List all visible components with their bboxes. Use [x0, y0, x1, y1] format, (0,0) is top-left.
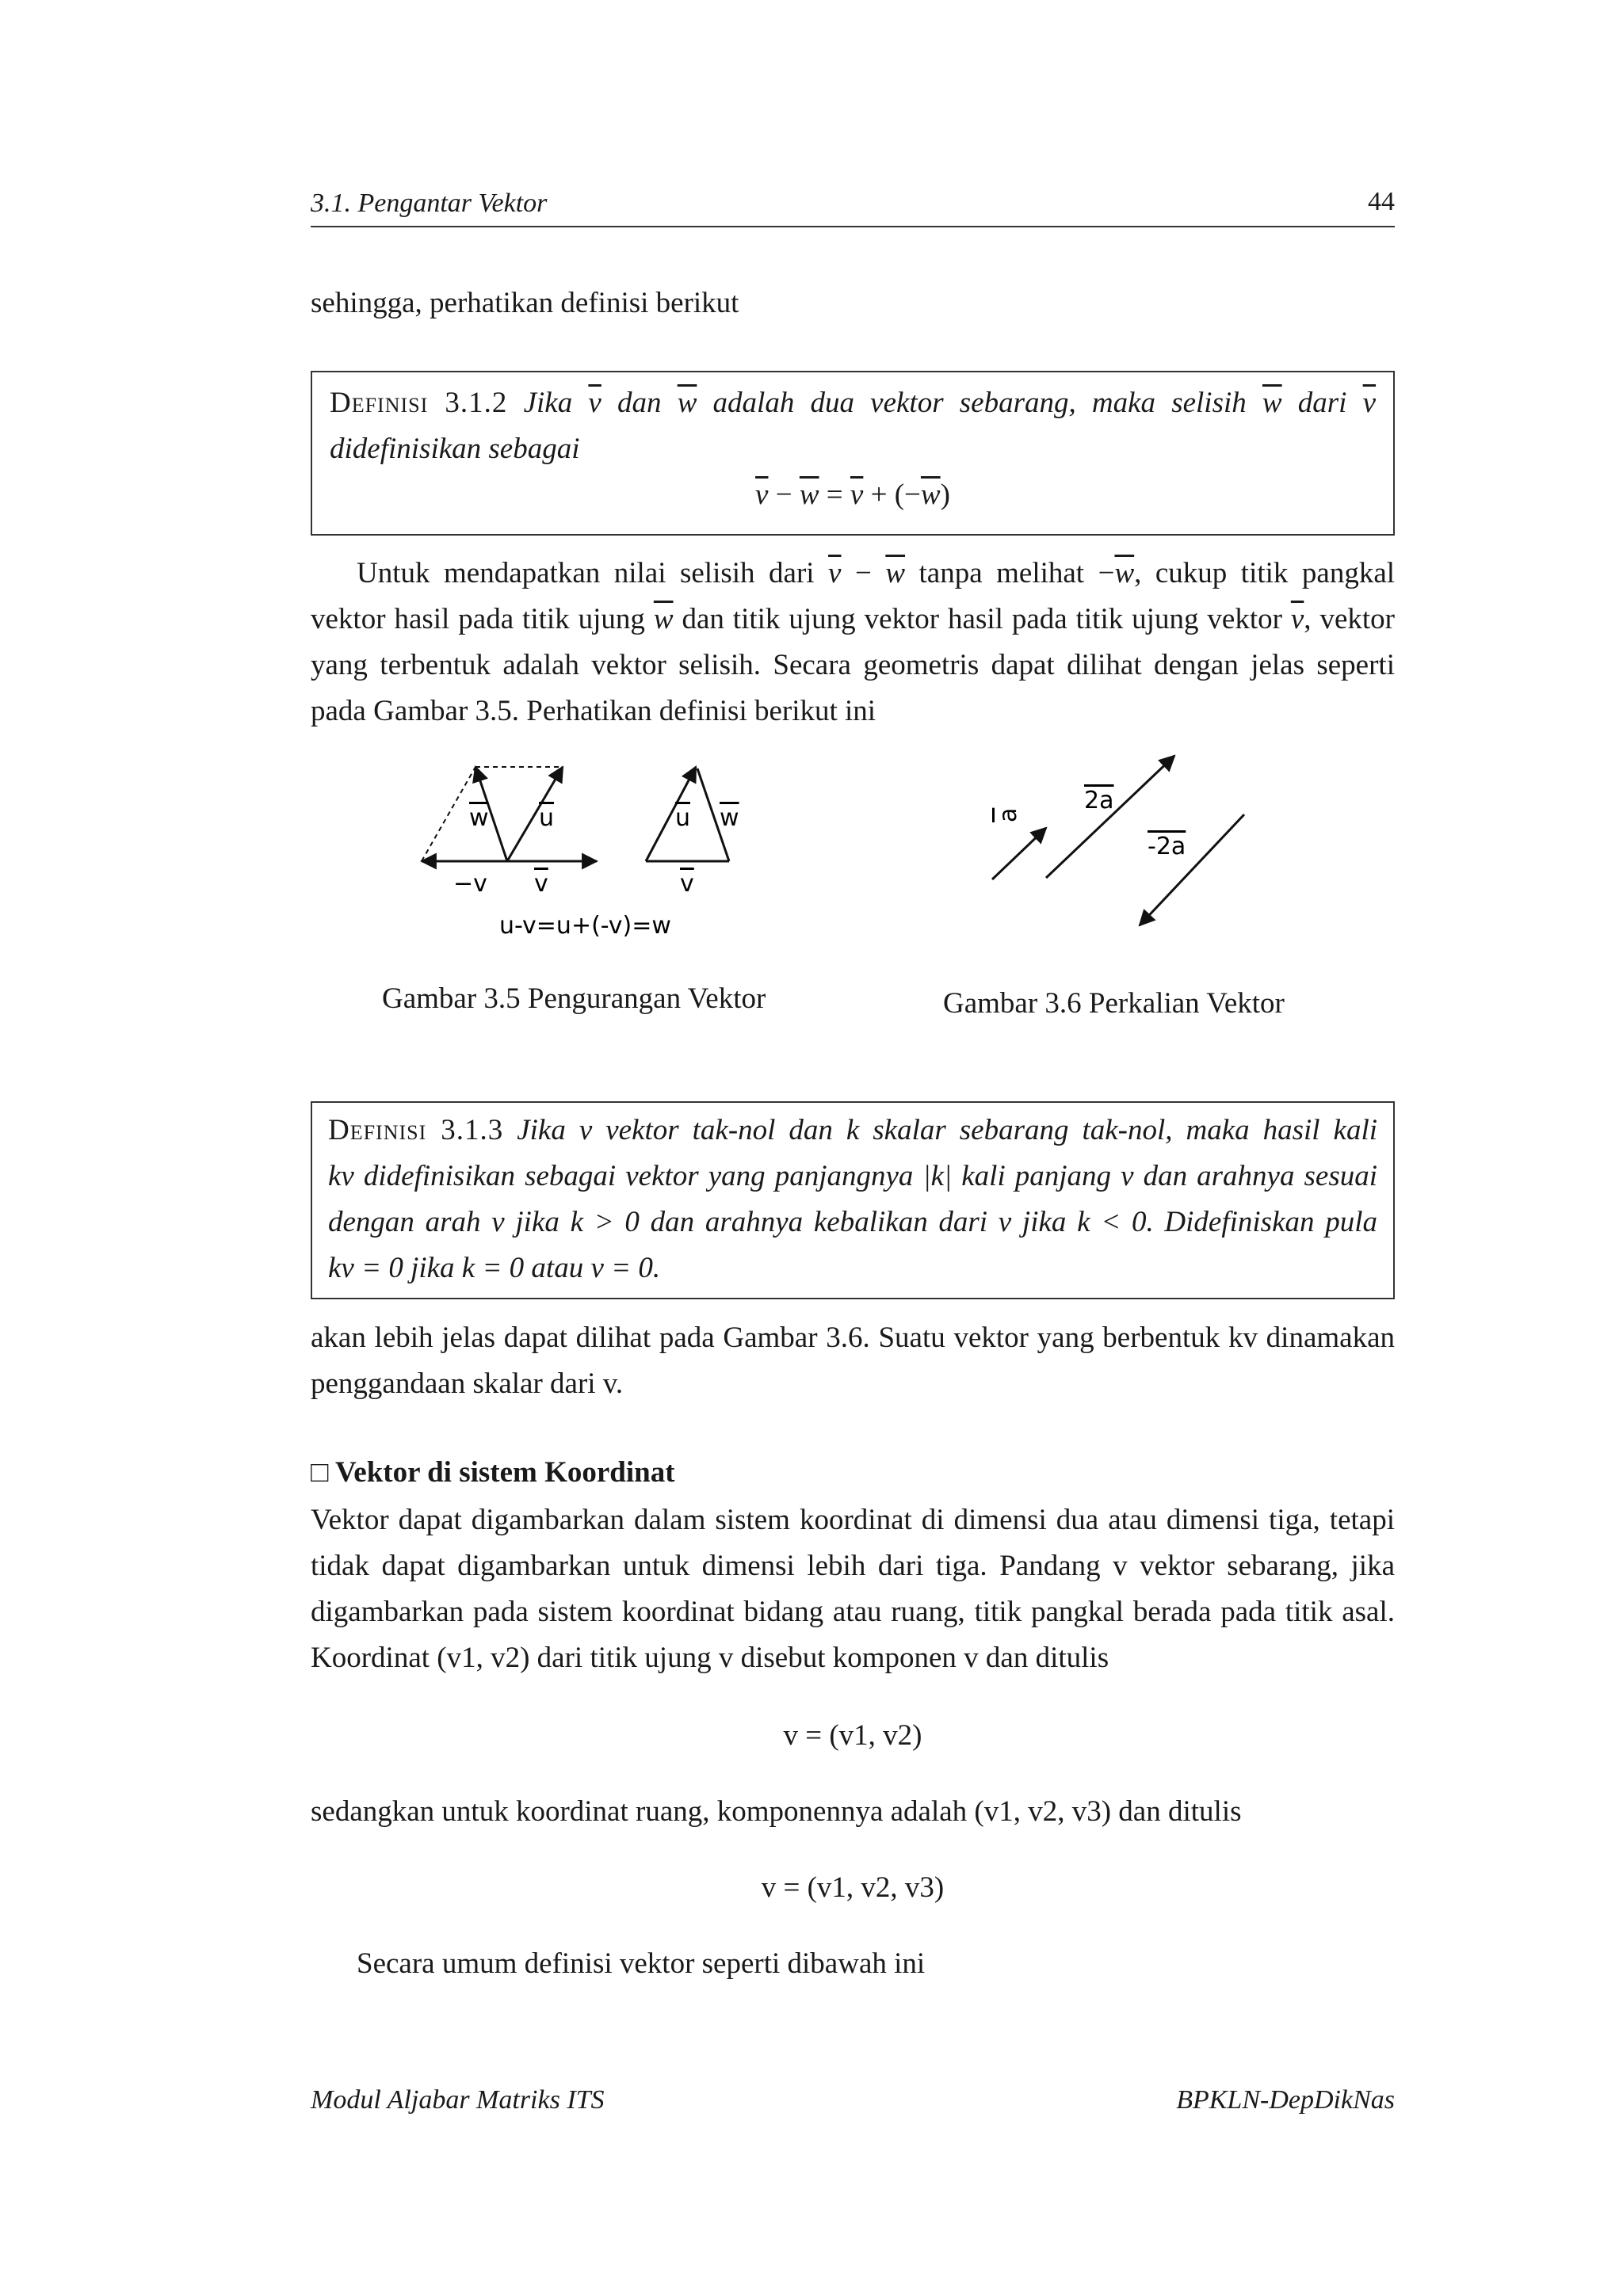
paragraph-general-definition: Secara umum definisi vektor seperti dibawah ini: [357, 1947, 926, 1980]
paragraph-1-line-4: pada Gambar 3.5. Perhatikan definisi berikut ini: [311, 695, 876, 727]
figure-3-5-caption: Gambar 3.5 Pengurangan Vektor: [382, 982, 766, 1015]
paragraph-coordinates: [311, 1497, 1395, 1681]
figure-3-6-caption: Gambar 3.6 Perkalian Vektor: [943, 987, 1285, 1020]
footer-left: Modul Aljabar Matriks ITS: [311, 2085, 605, 2115]
figure-3-5-vector-subtraction: [396, 745, 792, 943]
definition-3-1-2-line1: Definisi 3.1.2 Jika $\overline{v}$ dan $\overline{w}$ adalah dua vektor sebarang, maka selisih $\overline{w}$ dari $\overline{v}$: [330, 387, 1377, 419]
definition-3-1-3-line-3: dengan arah v jika k > 0 dan arahnya kebalikan dari v jika k < 0. Didefiniskan pula: [328, 1206, 1377, 1238]
equation-2d-components: v = (v1, v2): [783, 1719, 922, 1752]
header-rule: [311, 226, 1395, 227]
definition-3-1-3-label: Definisi 3.1.3: [328, 1114, 504, 1146]
definition-3-1-2-label: Definisi 3.1.2: [330, 387, 508, 419]
label-w-triangle: w: [720, 804, 739, 832]
dashed-parallel-left: [422, 767, 475, 861]
intro-line: sehingga, perhatikan definisi berikut: [311, 287, 739, 319]
running-header-section: 3.1. Pengantar Vektor: [311, 189, 548, 218]
definition-3-1-3-line-2: kv didefinisikan sebagai vektor yang panjangnya |k| kali panjang v dan arahnya sesuai: [328, 1160, 1377, 1192]
definition-3-1-3-line-1: Definisi 3.1.3 Jika v vektor tak-nol dan k skalar sebarang tak-nol, maka hasil kali: [328, 1114, 1378, 1146]
definition-3-1-2-box: [311, 371, 1395, 536]
section-heading-koordinat: [311, 1450, 675, 1496]
definition-3-1-2-line2: didefinisikan sebagai: [330, 433, 580, 465]
paragraph-1-line-3: yang terbentuk adalah vektor selisih. Secara geometris dapat dilihat dengan jelas seperti: [311, 649, 1395, 681]
paragraph-scalar: [311, 1315, 1395, 1407]
paragraph-1-line-1: Untuk mendapatkan nilai selisih dari $\overline{v} - \overline{w}$ tanpa melihat $-\overline{w}$, cukup titik pangkal: [357, 557, 1396, 589]
label-a: a: [995, 807, 1022, 822]
label-u: u: [539, 804, 555, 832]
vector-a-arrow: [992, 828, 1046, 879]
paragraph-3-line-3: digambarkan pada sistem koordinat bidang atau ruang, titik pangkal berada pada titik asal.: [311, 1596, 1395, 1628]
definition-3-1-3-box: [311, 1101, 1395, 1299]
figure-3-5-equation: u-v=u+(-v)=w: [499, 912, 671, 940]
label-v-triangle: v: [680, 870, 694, 898]
paragraph-space-coordinates: sedangkan untuk koordinat ruang, komponennya adalah (v1, v2, v3) dan ditulis: [311, 1795, 1242, 1828]
label-u-triangle: u: [675, 804, 691, 832]
equation-3d-components: v = (v1, v2, v3): [761, 1871, 945, 1904]
label-w: w: [469, 804, 489, 832]
label-neg-2a: -2a: [1148, 833, 1186, 860]
paragraph-2-line-1: akan lebih jelas dapat dilihat pada Gambar 3.6. Suatu vektor yang berbentuk kv dinamakan: [311, 1322, 1395, 1354]
figure-3-6-scalar-multiplication: [967, 745, 1284, 951]
paragraph-3-line-4: Koordinat (v1, v2) dari titik ujung v disebut komponen v dan ditulis: [311, 1642, 1109, 1674]
label-v: v: [534, 870, 548, 898]
definition-3-1-2-formula: $\overline{v} - \overline{w} = \overline{v} + (-\overline{w})$: [755, 479, 950, 511]
checkbox-glyph: □: [311, 1456, 329, 1489]
paragraph-3-line-2: tidak dapat digambarkan untuk dimensi lebih dari tiga. Pandang v vektor sebarang, jika: [311, 1550, 1395, 1582]
section-heading-title: Vektor di sistem Koordinat: [334, 1456, 675, 1489]
definition-3-1-3-line-4: kv = 0 jika k = 0 atau v = 0.: [328, 1252, 661, 1284]
paragraph-subtraction: [311, 551, 1395, 734]
paragraph-1-line-2: vektor hasil pada titik ujung $\overline{w}$ dan titik ujung vektor hasil pada titik ujung vektor $\overline{v}$, vektor: [311, 603, 1396, 635]
label-2a: 2a: [1084, 787, 1114, 814]
vector-neg-2a-arrow: [1140, 814, 1244, 925]
footer-right: BPKLN-DepDikNas: [1176, 2085, 1395, 2115]
vector-u-arrow: [507, 767, 563, 861]
page-number: 44: [1368, 187, 1395, 216]
paragraph-2-line-2: penggandaan skalar dari v.: [311, 1367, 624, 1400]
label-neg-v: −v: [453, 870, 487, 898]
paragraph-3-line-1: Vektor dapat digambarkan dalam sistem koordinat di dimensi dua atau dimensi tiga, tetapi: [311, 1504, 1395, 1536]
